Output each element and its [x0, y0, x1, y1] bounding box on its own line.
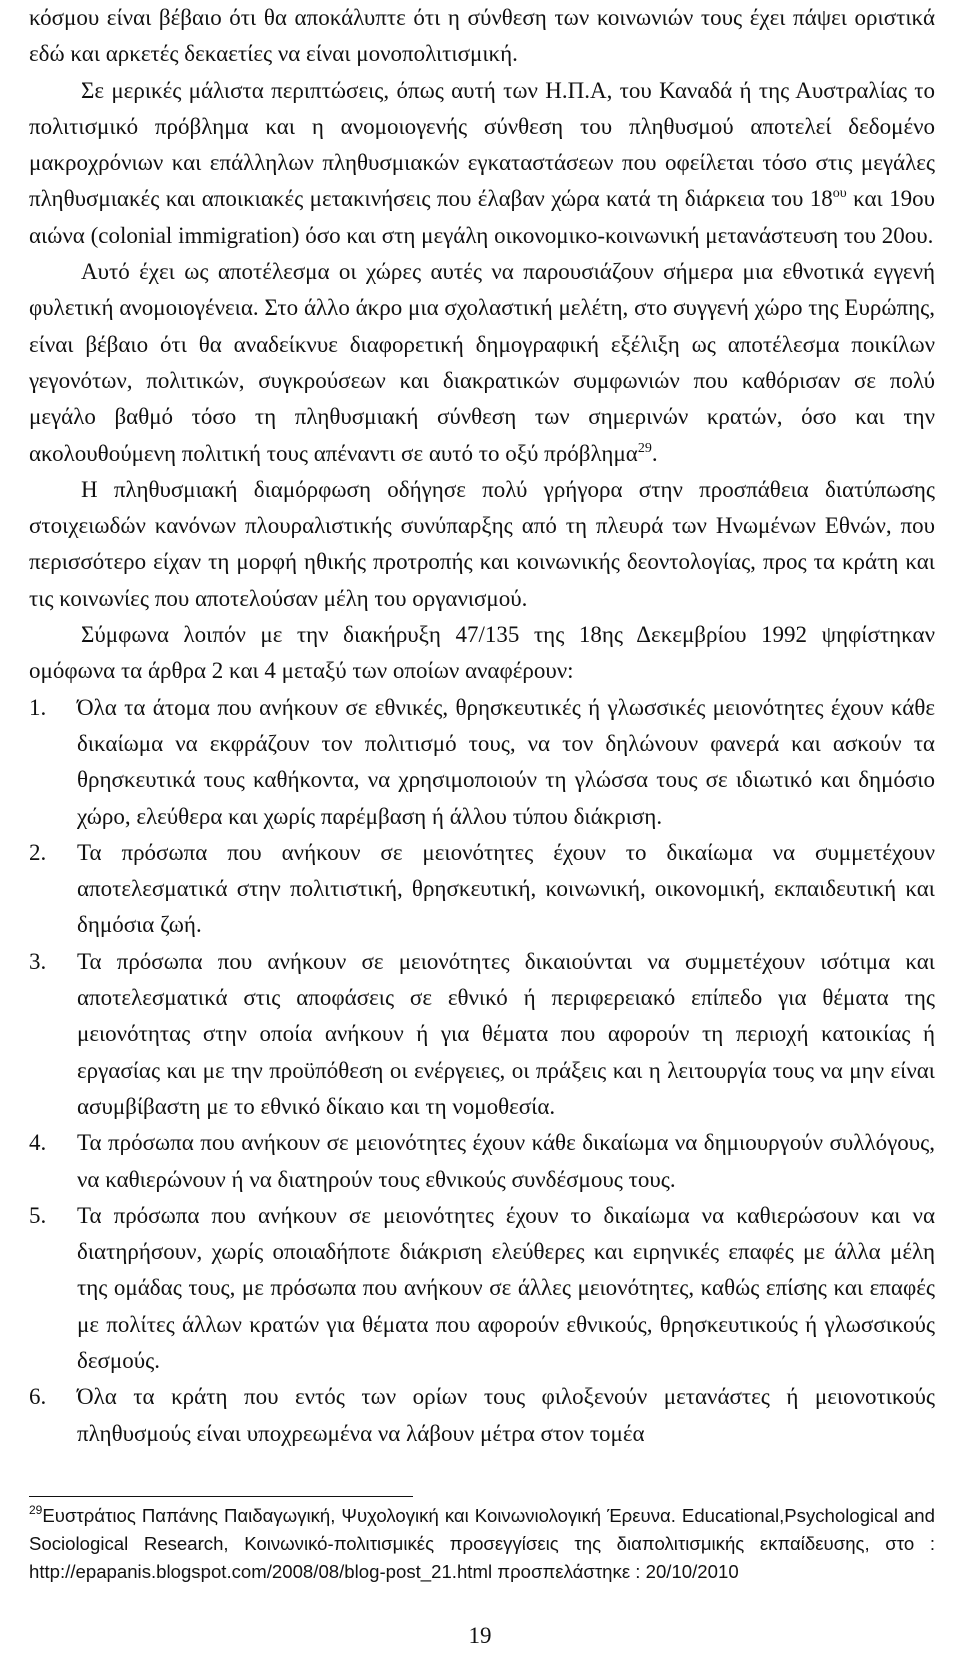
footnote	[29, 1502, 935, 1587]
list-item-text: Τα πρόσωπα που ανήκουν σε μειονότητες δικαιούνται να συμμετέχουν ισότιμα και αποτελεσματικά στις αποφάσεις σε εθνικό ή περιφερειακό επίπεδο για θέματα της μειονότητας στην οποία ανήκουν ή για θέματα που αφορούν τη περιοχή κατοικίας ή εργασίας και με την προϋπόθεση οι ενέργειες, οι πράξεις και η λειτουργία τους να μην είναι ασυμβίβαστη με το εθνικό δίκαιο και τη νομοθεσία.	[77, 948, 935, 1119]
list-item-text: Όλα τα κράτη που εντός των ορίων τους φιλοξενούν μετανάστες ή μειονοτικούς πληθυσμούς είναι υποχρεωμένα να λάβουν μέτρα στον τομέα	[77, 1384, 935, 1446]
footnote-text: Ευστράτιος Παπάνης Παιδαγωγική, Ψυχολογική και Κοινωνιολογική Έρευνα. Educational,Psychological and Sociological Research, Κοινωνικό-πολιτισμικές προσεγγίσεις της διαπολιτισμικής εκπαίδευσης, στο : http://epapanis.blogspot.com/2008/08/blog-post_21.html προσπελάστηκε : 20/10/2010	[29, 1505, 935, 1583]
list-item	[29, 1125, 935, 1198]
paragraph-1: κόσμου είναι βέβαιο ότι θα αποκάλυπτε ότι η σύνθεση των κοινωνιών τους έχει πάψει οριστικά εδώ και αρκετές δεκαετίες να είναι μονοπολιτισμική.	[29, 5, 935, 67]
list-item	[29, 690, 935, 835]
paragraph-5: Σύμφωνα λοιπόν με την διακήρυξη 47/135 της 18ης Δεκεμβρίου 1992 ψηφίστηκαν ομόφωνα τα άρθρα 2 και 4 μεταξύ των οποίων αναφέρουν:	[29, 622, 935, 684]
footnote-marker: 29	[29, 1503, 43, 1517]
list-item-number: 3.	[29, 948, 47, 974]
ordinal-superscript: ου	[832, 186, 847, 202]
list-item-text: Τα πρόσωπα που ανήκουν σε μειονότητες έχουν το δικαίωμα να συμμετέχουν αποτελεσματικά στην πολιτιστική, θρησκευτική, κοινωνική, οικονομική, εκπαιδευτική και δημόσια ζωή.	[77, 839, 935, 938]
list-item	[29, 835, 935, 944]
list-item-number: 4.	[29, 1130, 47, 1156]
footnote-separator	[29, 1496, 413, 1497]
paragraph-2-continuation: και 19ου αιώνα (colonial immigration) όσο και στη μεγάλη οικονομικο-κοινωνική μετανάστευση του 20ου.	[29, 186, 935, 248]
document-page	[29, 0, 935, 1452]
list-item	[29, 1198, 935, 1379]
footnote-reference: 29	[637, 440, 652, 456]
list-item-text: Τα πρόσωπα που ανήκουν σε μειονότητες έχουν το δικαίωμα να καθιερώσουν και να διατηρήσουν, χωρίς οποιαδήποτε διάκριση ελεύθερες και ειρηνικές επαφές με άλλα μέλη της ομάδας τους, με πρόσωπα που ανήκουν σε άλλες μειονότητες, καθώς επίσης και επαφές με πολίτες άλλων κρατών για θέματα που αφορούν εθνικούς, θρησκευτικούς ή γλωσσικούς δεσμούς.	[77, 1202, 935, 1373]
paragraph-2	[29, 73, 935, 254]
list-item-number: 1.	[29, 694, 47, 720]
list-item-number: 2.	[29, 839, 47, 865]
paragraph-2-text: Σε μερικές μάλιστα περιπτώσεις, όπως αυτή των Η.Π.Α, του Καναδά ή της Αυστραλίας το πολιτισμικό πρόβλημα και η ανομοιογενής σύνθεση του πληθυσμού αποτελεί δεδομένο μακροχρόνιων και επάλληλων πληθυσμιακών εγκαταστάσεων που οφείλεται τόσο στις μεγάλες πληθυσμιακές και αποικιακές μετακινήσεις που έλαβαν χώρα κατά τη διάρκεια του 18	[29, 77, 935, 212]
list-item	[29, 944, 935, 1125]
paragraph-4: Η πληθυσμιακή διαμόρφωση οδήγησε πολύ γρήγορα στην προσπάθεια διατύπωσης στοιχειωδών κανόνων πλουραλιστικής συνύπαρξης από τη πλευρά των Ηνωμένων Εθνών, που περισσότερο είχαν τη μορφή ηθικής προτροπής και κοινωνικής δεοντολογίας, προς τα κράτη και τις κοινωνίες που αποτελούσαν μέλη του οργανισμού.	[29, 476, 935, 611]
articles-list	[29, 690, 935, 1452]
list-item	[29, 1379, 935, 1452]
page-number: 19	[468, 1623, 492, 1648]
paragraph-3	[29, 254, 935, 472]
list-item-text: Τα πρόσωπα που ανήκουν σε μειονότητες έχουν κάθε δικαίωμα να δημιουργούν συλλόγους, να καθιερώνουν ή να διατηρούν τους εθνικούς συνδέσμους τους.	[77, 1130, 935, 1192]
list-item-number: 6.	[29, 1384, 47, 1410]
paragraph-3-text: Αυτό έχει ως αποτέλεσμα οι χώρες αυτές να παρουσιάζουν σήμερα μια εθνοτικά εγγενή φυλετική ανομοιογένεια. Στο άλλο άκρο μια σχολαστική μελέτη, στο συγγενή χώρο της Ευρώπης, είναι βέβαιο ότι θα αναδείκνυε διαφορετική δημογραφική εξέλιξη ως αποτέλεσμα ποικίλων γεγονότων, πολιτικών, συγκρούσεων και διακρατικών συμφωνιών που καθόρισαν σε πολύ μεγάλο βαθμό τόσο τη πληθυσμιακή σύνθεση των σημερινών κρατών, όσο και την ακολουθούμενη πολιτική τους απέναντι σε αυτό το οξύ πρόβλημα	[29, 259, 935, 466]
list-item-text: Όλα τα άτομα που ανήκουν σε εθνικές, θρησκευτικές ή γλωσσικές μειονότητες έχουν κάθε δικαίωμα να εκφράζουν τον πολιτισμό τους, να τον δηλώνουν φανερά και ασκούν τα θρησκευτικά τους καθήκοντα, να χρησιμοποιούν τη γλώσσα τους σε ιδιωτικό και δημόσιο χώρο, ελεύθερα και χωρίς παρέμβαση ή άλλου τύπου διάκριση.	[77, 694, 935, 829]
list-item-number: 5.	[29, 1202, 47, 1228]
paragraph-3-end: .	[651, 440, 658, 466]
